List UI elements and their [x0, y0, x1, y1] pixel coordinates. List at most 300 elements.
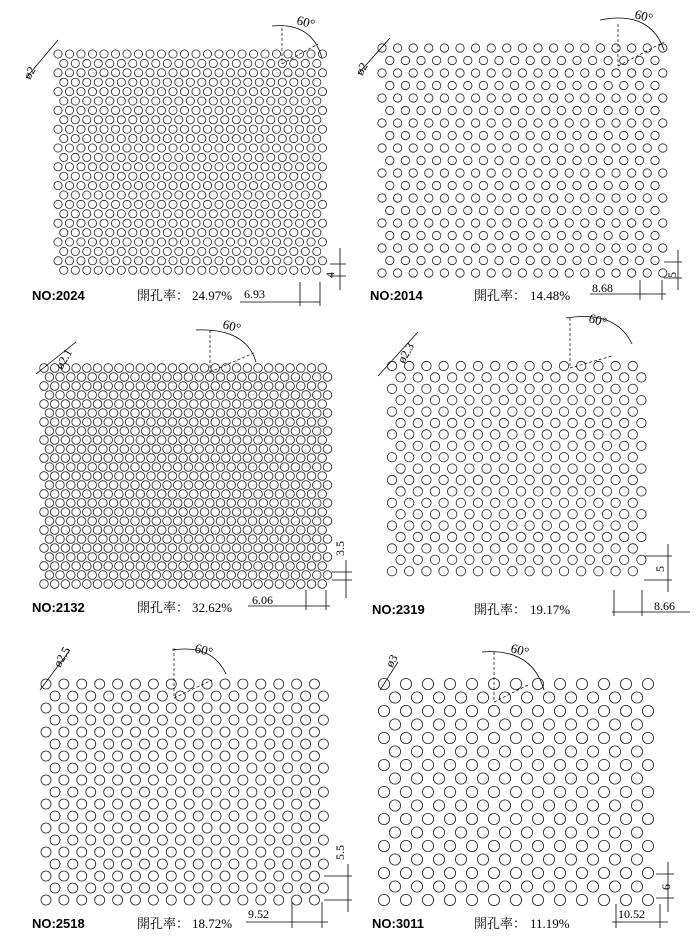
hole [310, 703, 320, 713]
hole [68, 739, 78, 749]
hole [104, 544, 113, 553]
row-dimension-lines [332, 560, 352, 598]
hole [456, 219, 464, 227]
hole [222, 454, 231, 463]
hole [323, 571, 332, 580]
hole [40, 562, 49, 571]
hole [59, 823, 69, 833]
hole [221, 172, 229, 180]
hole [113, 775, 123, 785]
hole [261, 50, 269, 58]
hole [60, 116, 68, 124]
hole [255, 153, 263, 161]
hole [526, 131, 534, 139]
hole [628, 361, 637, 370]
hole-diameter-label: ø2 [352, 60, 371, 78]
hole [456, 384, 465, 393]
hole [180, 200, 188, 208]
hole [186, 116, 194, 124]
hole [323, 463, 332, 472]
hole [534, 510, 543, 519]
hole [307, 238, 315, 246]
hole [94, 210, 102, 218]
hole [157, 526, 166, 535]
hole [620, 418, 629, 427]
hole [543, 827, 554, 838]
hole [129, 266, 137, 274]
hole [604, 131, 612, 139]
hole [254, 508, 263, 517]
hole [77, 427, 86, 436]
hole [65, 144, 73, 152]
hole [134, 219, 142, 227]
hole [405, 384, 414, 393]
hole [264, 364, 273, 373]
hole [209, 229, 217, 237]
hole [134, 50, 142, 58]
hole [238, 847, 248, 857]
hole [433, 800, 444, 811]
hole [152, 391, 161, 400]
hole [232, 153, 240, 161]
hole [295, 144, 303, 152]
hole [464, 181, 472, 189]
hole [100, 125, 108, 133]
hole [378, 705, 389, 716]
hole [413, 396, 422, 405]
hole [466, 705, 477, 716]
hole [487, 269, 495, 277]
hole [220, 871, 230, 881]
hole [532, 786, 543, 797]
hole [409, 94, 417, 102]
hole [71, 135, 79, 143]
hole [67, 571, 76, 580]
hole [140, 763, 150, 773]
hole [261, 219, 269, 227]
hole [59, 799, 69, 809]
hole [221, 210, 229, 218]
hole [100, 200, 108, 208]
hole [192, 163, 200, 171]
hole [549, 44, 557, 52]
hole [131, 823, 141, 833]
hole [456, 119, 464, 127]
hole [620, 894, 631, 905]
hole [413, 555, 422, 564]
hole [247, 787, 257, 797]
hole [280, 499, 289, 508]
hole [168, 418, 177, 427]
hole [146, 182, 154, 190]
hole [313, 191, 321, 199]
hole [67, 517, 76, 526]
row-spacing-dimension: 5 [665, 272, 679, 278]
hole [594, 384, 603, 393]
hole [576, 867, 587, 878]
hole [413, 510, 422, 519]
hole [125, 526, 134, 535]
hole [131, 895, 141, 905]
hole [88, 571, 97, 580]
hole [628, 475, 637, 484]
hole [226, 144, 234, 152]
hole [54, 50, 62, 58]
hole [477, 827, 488, 838]
hole [180, 50, 188, 58]
hole [56, 445, 65, 454]
hole [54, 257, 62, 265]
hole [510, 56, 518, 64]
hole [72, 400, 81, 409]
hole [611, 544, 620, 553]
hole [152, 373, 161, 382]
hole [77, 257, 85, 265]
hole [104, 883, 114, 893]
hole [83, 454, 92, 463]
hole [134, 106, 142, 114]
hole [275, 418, 284, 427]
hole [482, 464, 491, 473]
hole [216, 391, 225, 400]
hole [147, 364, 156, 373]
hole [95, 751, 105, 761]
hole [111, 125, 119, 133]
hole [510, 181, 518, 189]
hole [41, 727, 51, 737]
hole [430, 487, 439, 496]
hole [248, 409, 257, 418]
hole [184, 373, 193, 382]
hole [226, 50, 234, 58]
hole [136, 472, 145, 481]
hole [88, 499, 97, 508]
hole [215, 106, 223, 114]
hole [259, 499, 268, 508]
hole [100, 69, 108, 77]
hole [432, 206, 440, 214]
hole [542, 475, 551, 484]
hole [113, 871, 123, 881]
hole [220, 679, 230, 689]
hole [396, 441, 405, 450]
hole [479, 256, 487, 264]
hole [534, 441, 543, 450]
hole [477, 881, 488, 892]
hole [448, 532, 457, 541]
hole [628, 453, 637, 462]
hole [141, 373, 150, 382]
hole [307, 106, 315, 114]
hole [227, 373, 236, 382]
hole [627, 119, 635, 127]
hole [291, 409, 300, 418]
hole-grid [378, 678, 653, 905]
hole [596, 94, 604, 102]
hole [211, 883, 221, 893]
hole [232, 490, 241, 499]
open-rate-value: 14.48% [530, 288, 571, 303]
hole [88, 391, 97, 400]
hole [238, 219, 246, 227]
hole [386, 256, 394, 264]
hole [122, 691, 132, 701]
hole [60, 247, 68, 255]
hole [83, 172, 91, 180]
hole [284, 163, 292, 171]
hole [125, 382, 134, 391]
hole [598, 705, 609, 716]
hole [307, 580, 316, 589]
hole [417, 206, 425, 214]
hole [596, 44, 604, 52]
hole [637, 373, 646, 382]
angle-label: 60° [295, 12, 317, 32]
hole [534, 555, 543, 564]
hole [581, 244, 589, 252]
hole [157, 400, 166, 409]
hole [270, 391, 279, 400]
hole [83, 116, 91, 124]
hole [549, 169, 557, 177]
hole [136, 562, 145, 571]
hole [318, 238, 326, 246]
hole [206, 445, 215, 454]
hole [163, 571, 172, 580]
hole [238, 106, 246, 114]
hole [113, 823, 123, 833]
hole [510, 156, 518, 164]
hole [413, 418, 422, 427]
hole [598, 678, 609, 689]
hole [265, 883, 275, 893]
hole [115, 526, 124, 535]
hole [473, 567, 482, 576]
hole [184, 553, 193, 562]
hole [275, 364, 284, 373]
hole [518, 194, 526, 202]
hole [211, 562, 220, 571]
angle-arc [196, 330, 256, 362]
hole [620, 786, 631, 797]
hole [104, 382, 113, 391]
hole [292, 799, 302, 809]
hole [612, 44, 620, 52]
hole [168, 400, 177, 409]
hole [275, 562, 284, 571]
hole [295, 69, 303, 77]
hole [274, 679, 284, 689]
hole [444, 786, 455, 797]
hole [50, 835, 60, 845]
hole [510, 131, 518, 139]
hole [549, 119, 557, 127]
hole [521, 854, 532, 865]
hole [255, 266, 263, 274]
hole [532, 867, 543, 878]
hole [283, 811, 293, 821]
hole [169, 144, 177, 152]
hole [254, 526, 263, 535]
hole [190, 400, 199, 409]
hole [292, 727, 302, 737]
hole [140, 859, 150, 869]
hole [620, 759, 631, 770]
hole [503, 119, 511, 127]
hole [111, 238, 119, 246]
hole [542, 521, 551, 530]
hole [627, 244, 635, 252]
hole [637, 487, 646, 496]
hole [261, 144, 269, 152]
hole [637, 532, 646, 541]
hole [65, 200, 73, 208]
hole [307, 163, 315, 171]
hole [274, 727, 284, 737]
hole [310, 775, 320, 785]
hole [71, 247, 79, 255]
panel-code: NO:2132 [32, 600, 85, 615]
hole [238, 751, 248, 761]
hole [611, 475, 620, 484]
hole [117, 59, 125, 67]
hole [65, 238, 73, 246]
hole [573, 106, 581, 114]
hole [620, 156, 628, 164]
hole [104, 436, 113, 445]
hole [106, 59, 114, 67]
hole [264, 562, 273, 571]
hole [301, 229, 309, 237]
hole [40, 544, 49, 553]
hole [104, 454, 113, 463]
hole [440, 219, 448, 227]
hole [192, 257, 200, 265]
hole [169, 182, 177, 190]
hole [620, 813, 631, 824]
hole [587, 746, 598, 757]
hole [602, 532, 611, 541]
hole [244, 266, 252, 274]
hole [50, 859, 60, 869]
hole [184, 535, 193, 544]
hole [56, 427, 65, 436]
hole [518, 119, 526, 127]
hole [278, 135, 286, 143]
hole [577, 453, 586, 462]
hole [50, 454, 59, 463]
hole [396, 487, 405, 496]
hole [387, 567, 396, 576]
hole [409, 169, 417, 177]
hole [169, 257, 177, 265]
hole [83, 266, 91, 274]
hole [286, 544, 295, 553]
hole [141, 571, 150, 580]
hole [417, 156, 425, 164]
hole [232, 508, 241, 517]
hole [292, 847, 302, 857]
hole [157, 739, 167, 749]
hole [284, 238, 292, 246]
hole [479, 181, 487, 189]
hole [77, 823, 87, 833]
hole [516, 510, 525, 519]
hole [65, 257, 73, 265]
hole [122, 859, 132, 869]
hole [99, 517, 108, 526]
hole [265, 739, 275, 749]
hole [243, 562, 252, 571]
hole [238, 144, 246, 152]
hole [290, 247, 298, 255]
hole [61, 544, 70, 553]
hole [274, 799, 284, 809]
hole [104, 580, 113, 589]
hole [588, 106, 596, 114]
hole [495, 231, 503, 239]
hole [111, 219, 119, 227]
hole [432, 256, 440, 264]
hole [229, 763, 239, 773]
hole [534, 396, 543, 405]
hole [643, 119, 651, 127]
hole [280, 553, 289, 562]
hole [466, 840, 477, 851]
hole [45, 463, 54, 472]
hole [65, 88, 73, 96]
hole [120, 571, 129, 580]
hole [94, 97, 102, 105]
hole [77, 463, 86, 472]
hole [109, 409, 118, 418]
hole [211, 508, 220, 517]
hole [439, 453, 448, 462]
hole [604, 206, 612, 214]
hole [83, 418, 92, 427]
hole [487, 69, 495, 77]
hole [518, 269, 526, 277]
hole [291, 427, 300, 436]
hole [248, 553, 257, 562]
hole [229, 835, 239, 845]
hole [422, 759, 433, 770]
hole [518, 44, 526, 52]
hole [120, 481, 129, 490]
hole [247, 835, 257, 845]
hole [389, 827, 400, 838]
hole-grid [41, 679, 328, 905]
hole [508, 521, 517, 530]
hole [464, 206, 472, 214]
hole [318, 200, 326, 208]
hole [499, 396, 508, 405]
hole [94, 247, 102, 255]
hole [565, 169, 573, 177]
hole [487, 144, 495, 152]
hole [249, 182, 257, 190]
hole [581, 169, 589, 177]
hole [141, 391, 150, 400]
hole [157, 364, 166, 373]
hole [290, 78, 298, 86]
hole [173, 517, 182, 526]
hole [549, 219, 557, 227]
hole [60, 97, 68, 105]
hole [284, 257, 292, 265]
hole [521, 881, 532, 892]
hole [573, 231, 581, 239]
